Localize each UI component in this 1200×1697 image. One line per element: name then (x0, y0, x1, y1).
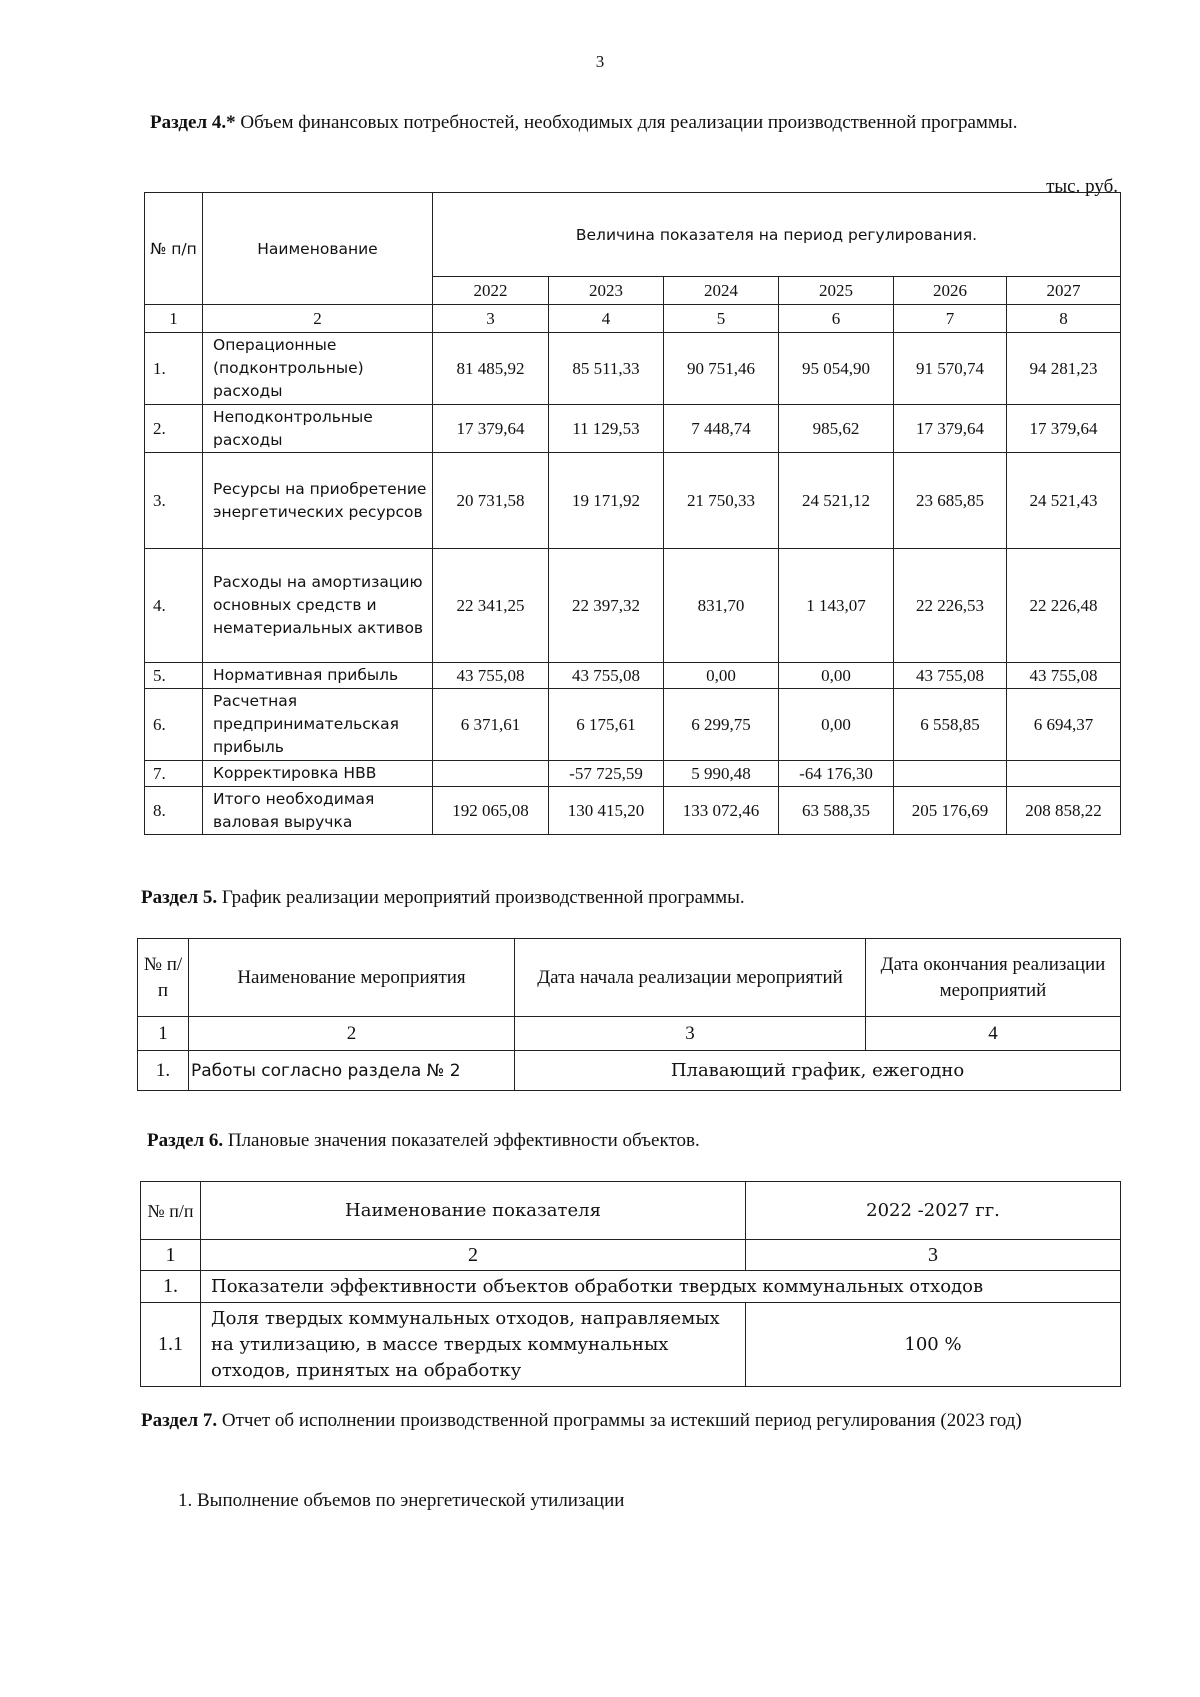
table-row (145, 689, 1121, 761)
table-row (145, 787, 1121, 835)
row-name-text: Работы согласно раздела № 2 (191, 1060, 461, 1081)
header-num: № п/п (138, 939, 189, 1017)
row-value: 24 521,43 (1007, 453, 1121, 549)
header-year: 2022 (433, 277, 549, 305)
row-value: 6 299,75 (664, 689, 779, 761)
row-value: 6 694,37 (1007, 689, 1121, 761)
group-num: 1. (141, 1271, 201, 1303)
row-value: 43 755,08 (433, 663, 549, 689)
table-row (145, 663, 1121, 689)
row-value: 91 570,74 (894, 333, 1007, 405)
row-name: Доля твердых коммунальных отходов, направляемых на утилизацию, в массе твердых коммунальных отходов, принятых на обработку (201, 1303, 746, 1387)
row-num: 3. (145, 453, 203, 549)
row-value: 19 171,92 (549, 453, 664, 549)
section4-heading (150, 110, 1120, 136)
table-row (145, 333, 1121, 405)
group-name: Показатели эффективности объектов обработки твердых коммунальных отходов (201, 1271, 1121, 1303)
section5-heading (141, 885, 1121, 911)
row-value (1007, 761, 1121, 787)
table-row (145, 453, 1121, 549)
row-num: 4. (145, 549, 203, 663)
row-name: Расходы на амортизацию основных средств и нематериальных активов (203, 549, 433, 663)
row-value: 130 415,20 (549, 787, 664, 835)
row-num: 2. (145, 405, 203, 453)
header-year: 2024 (664, 277, 779, 305)
page-number: 3 (595, 52, 605, 71)
row-name: Ресурсы на приобретение энергетических ресурсов (203, 453, 433, 549)
col-num: 2 (203, 305, 433, 333)
row-value: 22 226,48 (1007, 549, 1121, 663)
header-period: Величина показателя на период регулирования. (433, 193, 1121, 277)
col-num: 8 (1007, 305, 1121, 333)
row-num: 1. (145, 333, 203, 405)
row-value: 43 755,08 (1007, 663, 1121, 689)
col-num: 5 (664, 305, 779, 333)
section5-title: График реализации мероприятий производственной программы. (221, 887, 745, 908)
col-num: 7 (894, 305, 1007, 333)
row-value: 43 755,08 (894, 663, 1007, 689)
row-value: 0,00 (779, 663, 894, 689)
col-num: 2 (189, 1017, 515, 1051)
row-num: 7. (145, 761, 203, 787)
table-row (145, 405, 1121, 453)
row-value: 22 397,32 (549, 549, 664, 663)
row-value: 43 755,08 (549, 663, 664, 689)
section4-table (144, 192, 1121, 835)
table-row (145, 761, 1121, 787)
row-value: 17 379,64 (894, 405, 1007, 453)
row-name: Неподконтрольные расходы (203, 405, 433, 453)
row-value: 1 143,07 (779, 549, 894, 663)
table-row (145, 549, 1121, 663)
section5-table (137, 938, 1121, 1091)
header-year: 2023 (549, 277, 664, 305)
row-value: 5 990,48 (664, 761, 779, 787)
row-num: 5. (145, 663, 203, 689)
col-num: 3 (515, 1017, 866, 1051)
row-value: 6 175,61 (549, 689, 664, 761)
row-value: 95 054,90 (779, 333, 894, 405)
header-end-date: Дата окончания реализации мероприятий (866, 939, 1121, 1017)
section4-rows (145, 333, 1121, 835)
row-name (189, 1051, 515, 1091)
header-year: 2025 (779, 277, 894, 305)
section6-prefix: Раздел 6. (147, 1130, 224, 1151)
row-name: Итого необходимая валовая выручка (203, 787, 433, 835)
header-start-date: Дата начала реализации мероприятий (515, 939, 866, 1017)
row-name: Операционные (подконтрольные) расходы (203, 333, 433, 405)
col-num: 1 (141, 1240, 201, 1271)
row-value: 63 588,35 (779, 787, 894, 835)
row-num: 6. (145, 689, 203, 761)
row-value: 6 558,85 (894, 689, 1007, 761)
section6-heading (147, 1128, 1117, 1154)
row-value: -64 176,30 (779, 761, 894, 787)
row-num: 1. (138, 1051, 189, 1091)
row-value: 20 731,58 (433, 453, 549, 549)
row-name: Корректировка НВВ (203, 761, 433, 787)
row-value: 0,00 (664, 663, 779, 689)
row-value (894, 761, 1007, 787)
row-value: 831,70 (664, 549, 779, 663)
row-value: 85 511,33 (549, 333, 664, 405)
row-value: 22 341,25 (433, 549, 549, 663)
header-name: Наименование мероприятия (189, 939, 515, 1017)
row-num: 8. (145, 787, 203, 835)
row-value: 133 072,46 (664, 787, 779, 835)
col-num: 3 (433, 305, 549, 333)
row-value: 985,62 (779, 405, 894, 453)
row-value: 100 % (746, 1303, 1121, 1387)
row-value: 81 485,92 (433, 333, 549, 405)
col-num: 3 (746, 1240, 1121, 1271)
row-value: 17 379,64 (433, 405, 549, 453)
row-value: 17 379,64 (1007, 405, 1121, 453)
section7-item: 1. Выполнение объемов по энергетической утилизации (178, 1490, 625, 1511)
row-schedule: Плавающий график, ежегодно (515, 1051, 1121, 1091)
header-year: 2027 (1007, 277, 1121, 305)
row-value: 24 521,12 (779, 453, 894, 549)
row-value: 6 371,61 (433, 689, 549, 761)
row-value: 21 750,33 (664, 453, 779, 549)
section4-prefix: Раздел 4.* (150, 112, 236, 133)
section4-title: Объем финансовых потребностей, необходимых для реализации производственной программы. (240, 112, 1018, 133)
header-period: 2022 -2027 гг. (746, 1182, 1121, 1240)
col-num: 2 (201, 1240, 746, 1271)
section7-heading (141, 1408, 1120, 1434)
col-num: 1 (145, 305, 203, 333)
row-value (433, 761, 549, 787)
row-value: 11 129,53 (549, 405, 664, 453)
section6-table (140, 1181, 1121, 1387)
section5-prefix: Раздел 5. (141, 887, 218, 908)
col-num: 1 (138, 1017, 189, 1051)
header-name: Наименование показателя (201, 1182, 746, 1240)
row-value: 7 448,74 (664, 405, 779, 453)
section7-title: Отчет об исполнении производственной программы за истекший период регулирования (2023 год) (221, 1410, 1022, 1431)
row-value: 90 751,46 (664, 333, 779, 405)
row-num: 1.1 (141, 1303, 201, 1387)
row-name: Нормативная прибыль (203, 663, 433, 689)
header-num: № п/п (145, 193, 203, 305)
row-value: 23 685,85 (894, 453, 1007, 549)
row-value: 94 281,23 (1007, 333, 1121, 405)
row-value: 205 176,69 (894, 787, 1007, 835)
header-name: Наименование (203, 193, 433, 305)
section4-unit: тыс. руб. (1046, 176, 1118, 197)
header-num: № п/п (141, 1182, 201, 1240)
col-num: 4 (549, 305, 664, 333)
col-num: 6 (779, 305, 894, 333)
row-value: 22 226,53 (894, 549, 1007, 663)
col-num: 4 (866, 1017, 1121, 1051)
header-year: 2026 (894, 277, 1007, 305)
row-value: 0,00 (779, 689, 894, 761)
row-value: -57 725,59 (549, 761, 664, 787)
row-value: 192 065,08 (433, 787, 549, 835)
section6-title: Плановые значения показателей эффективности объектов. (227, 1130, 700, 1151)
row-name: Расчетная предпринимательская прибыль (203, 689, 433, 761)
section7-prefix: Раздел 7. (141, 1410, 218, 1431)
row-value: 208 858,22 (1007, 787, 1121, 835)
